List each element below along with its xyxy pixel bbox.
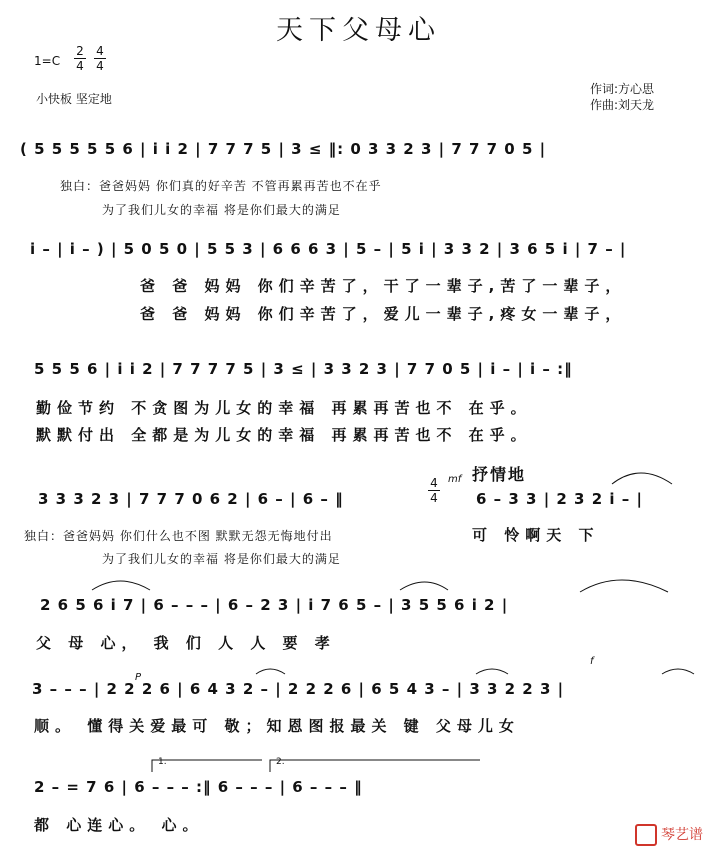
- score-line-1-spoken-2: 为了我们儿女的幸福 将是你们最大的满足: [102, 203, 341, 217]
- composer-credit: 作曲:刘天龙: [590, 98, 655, 112]
- slur-line-4: [612, 473, 672, 484]
- score-line-5-lyric: 父 母 心， 我 们 人 人 要 孝: [36, 634, 336, 652]
- score-line-3-lyric-2: 默默付出 全都是为儿女的幸福 再累再苦也不 在乎。: [36, 426, 532, 444]
- score-line-7-lyric: 都 心连心。 心。: [34, 816, 204, 834]
- slur-line-6-c: [662, 669, 694, 674]
- score-line-2-notes: i – | i – ) | 5 0 5 0 | 5 5 3 | 6 6 6 3 | 5 – | 5 i | 3 3 2 | 3 6 5 i | 7 – |: [30, 240, 627, 258]
- score-line-2-lyric-2: 爸 爸 妈妈 你们辛苦了，爱儿一辈子,疼女一辈子，: [140, 305, 627, 323]
- score-line-5-notes: 2 6 5 6 i 7 | 6 – – – | 6 – 2 3 | i 7 6 5 – | 3 5 5 6 i 2 |: [40, 596, 509, 614]
- score-line-4-notes-right: 6 – 3 3 | 2 3 2 i – |: [476, 490, 643, 508]
- second-ending-bracket: [270, 760, 480, 772]
- score-line-3-lyric-1: 勤俭节约 不贪图为儿女的幸福 再累再苦也不 在乎。: [36, 399, 532, 417]
- slur-line-6-b: [476, 669, 508, 674]
- time-top-second: 4: [94, 44, 106, 59]
- score-line-2-lyric-1: 爸 爸 妈妈 你们辛苦了，干了一辈子,苦了一辈子，: [140, 277, 627, 295]
- score-line-6-notes: 3 – – – | 2 2 2 6 | 6 4 3 2 – | 2 2 2 6 | 6 5 4 3 – | 3 3 2 2 3 |: [32, 680, 565, 698]
- first-ending-bracket: [152, 760, 262, 772]
- tempo-marking: 小快板 坚定地: [36, 92, 112, 106]
- page-title: 天下父母心: [276, 15, 441, 46]
- second-ending-label: 2.: [276, 757, 285, 767]
- slur-line-6-a: [256, 669, 285, 674]
- first-ending-label: 1.: [158, 757, 167, 767]
- score-line-4-lyric-right: 可 怜啊天 下: [472, 526, 600, 544]
- time-bottom-change: 4: [430, 491, 438, 505]
- dynamic-mf: mf: [448, 474, 462, 485]
- time-top-change: 4: [428, 476, 440, 491]
- score-line-7-notes: 2 – = 7 6 | 6 – – – :‖ 6 – – – | 6 – – – ‖: [34, 778, 363, 796]
- score-line-1-notes: ( 5 5 5 5 5 6 | i i 2 | 7 7 7 5 | 3 ≤ ‖: 0 3 3 2 3 | 7 7 7 0 5 |: [20, 140, 547, 158]
- score-line-4-spoken-2: 为了我们儿女的幸福 将是你们最大的满足: [102, 552, 341, 566]
- watermark: [635, 824, 703, 846]
- time-bottom-first: 4: [76, 59, 84, 73]
- key-signature: 1=C: [34, 54, 61, 68]
- lyricist-credit: 作词:方心思: [590, 82, 655, 96]
- slur-line-5-b: [400, 582, 448, 590]
- slur-line-5-c: [580, 580, 668, 592]
- dynamic-f: f: [590, 656, 594, 667]
- watermark-text: 琴艺谱: [661, 827, 703, 843]
- score-line-1-spoken-1: 独白：爸爸妈妈 你们真的好辛苦 不管再累再苦也不在乎: [60, 179, 382, 193]
- score-line-3-notes: 5 5 5 6 | i i 2 | 7 7 7 7 5 | 3 ≤ | 3 3 2 3 | 7 7 0 5 | i – | i – :‖: [34, 360, 573, 378]
- dynamic-p: P: [135, 672, 142, 683]
- score-line-4-notes: 3 3 3 2 3 | 7 7 7 0 6 2 | 6 – | 6 – ‖: [38, 490, 344, 508]
- score-line-6-lyric: 顺。 懂得关爱最可 敬；知恩图报最关 键 父母儿女: [34, 717, 520, 735]
- time-top-first: 2: [74, 44, 86, 59]
- time-bottom-second: 4: [96, 59, 104, 73]
- watermark-logo-icon: [635, 824, 657, 846]
- score-line-4-spoken-1: 独白：爸爸妈妈 你们什么也不图 默默无怨无悔地付出: [24, 529, 333, 543]
- expression-marking: 抒情地: [472, 465, 527, 484]
- slur-line-5-a: [92, 581, 150, 590]
